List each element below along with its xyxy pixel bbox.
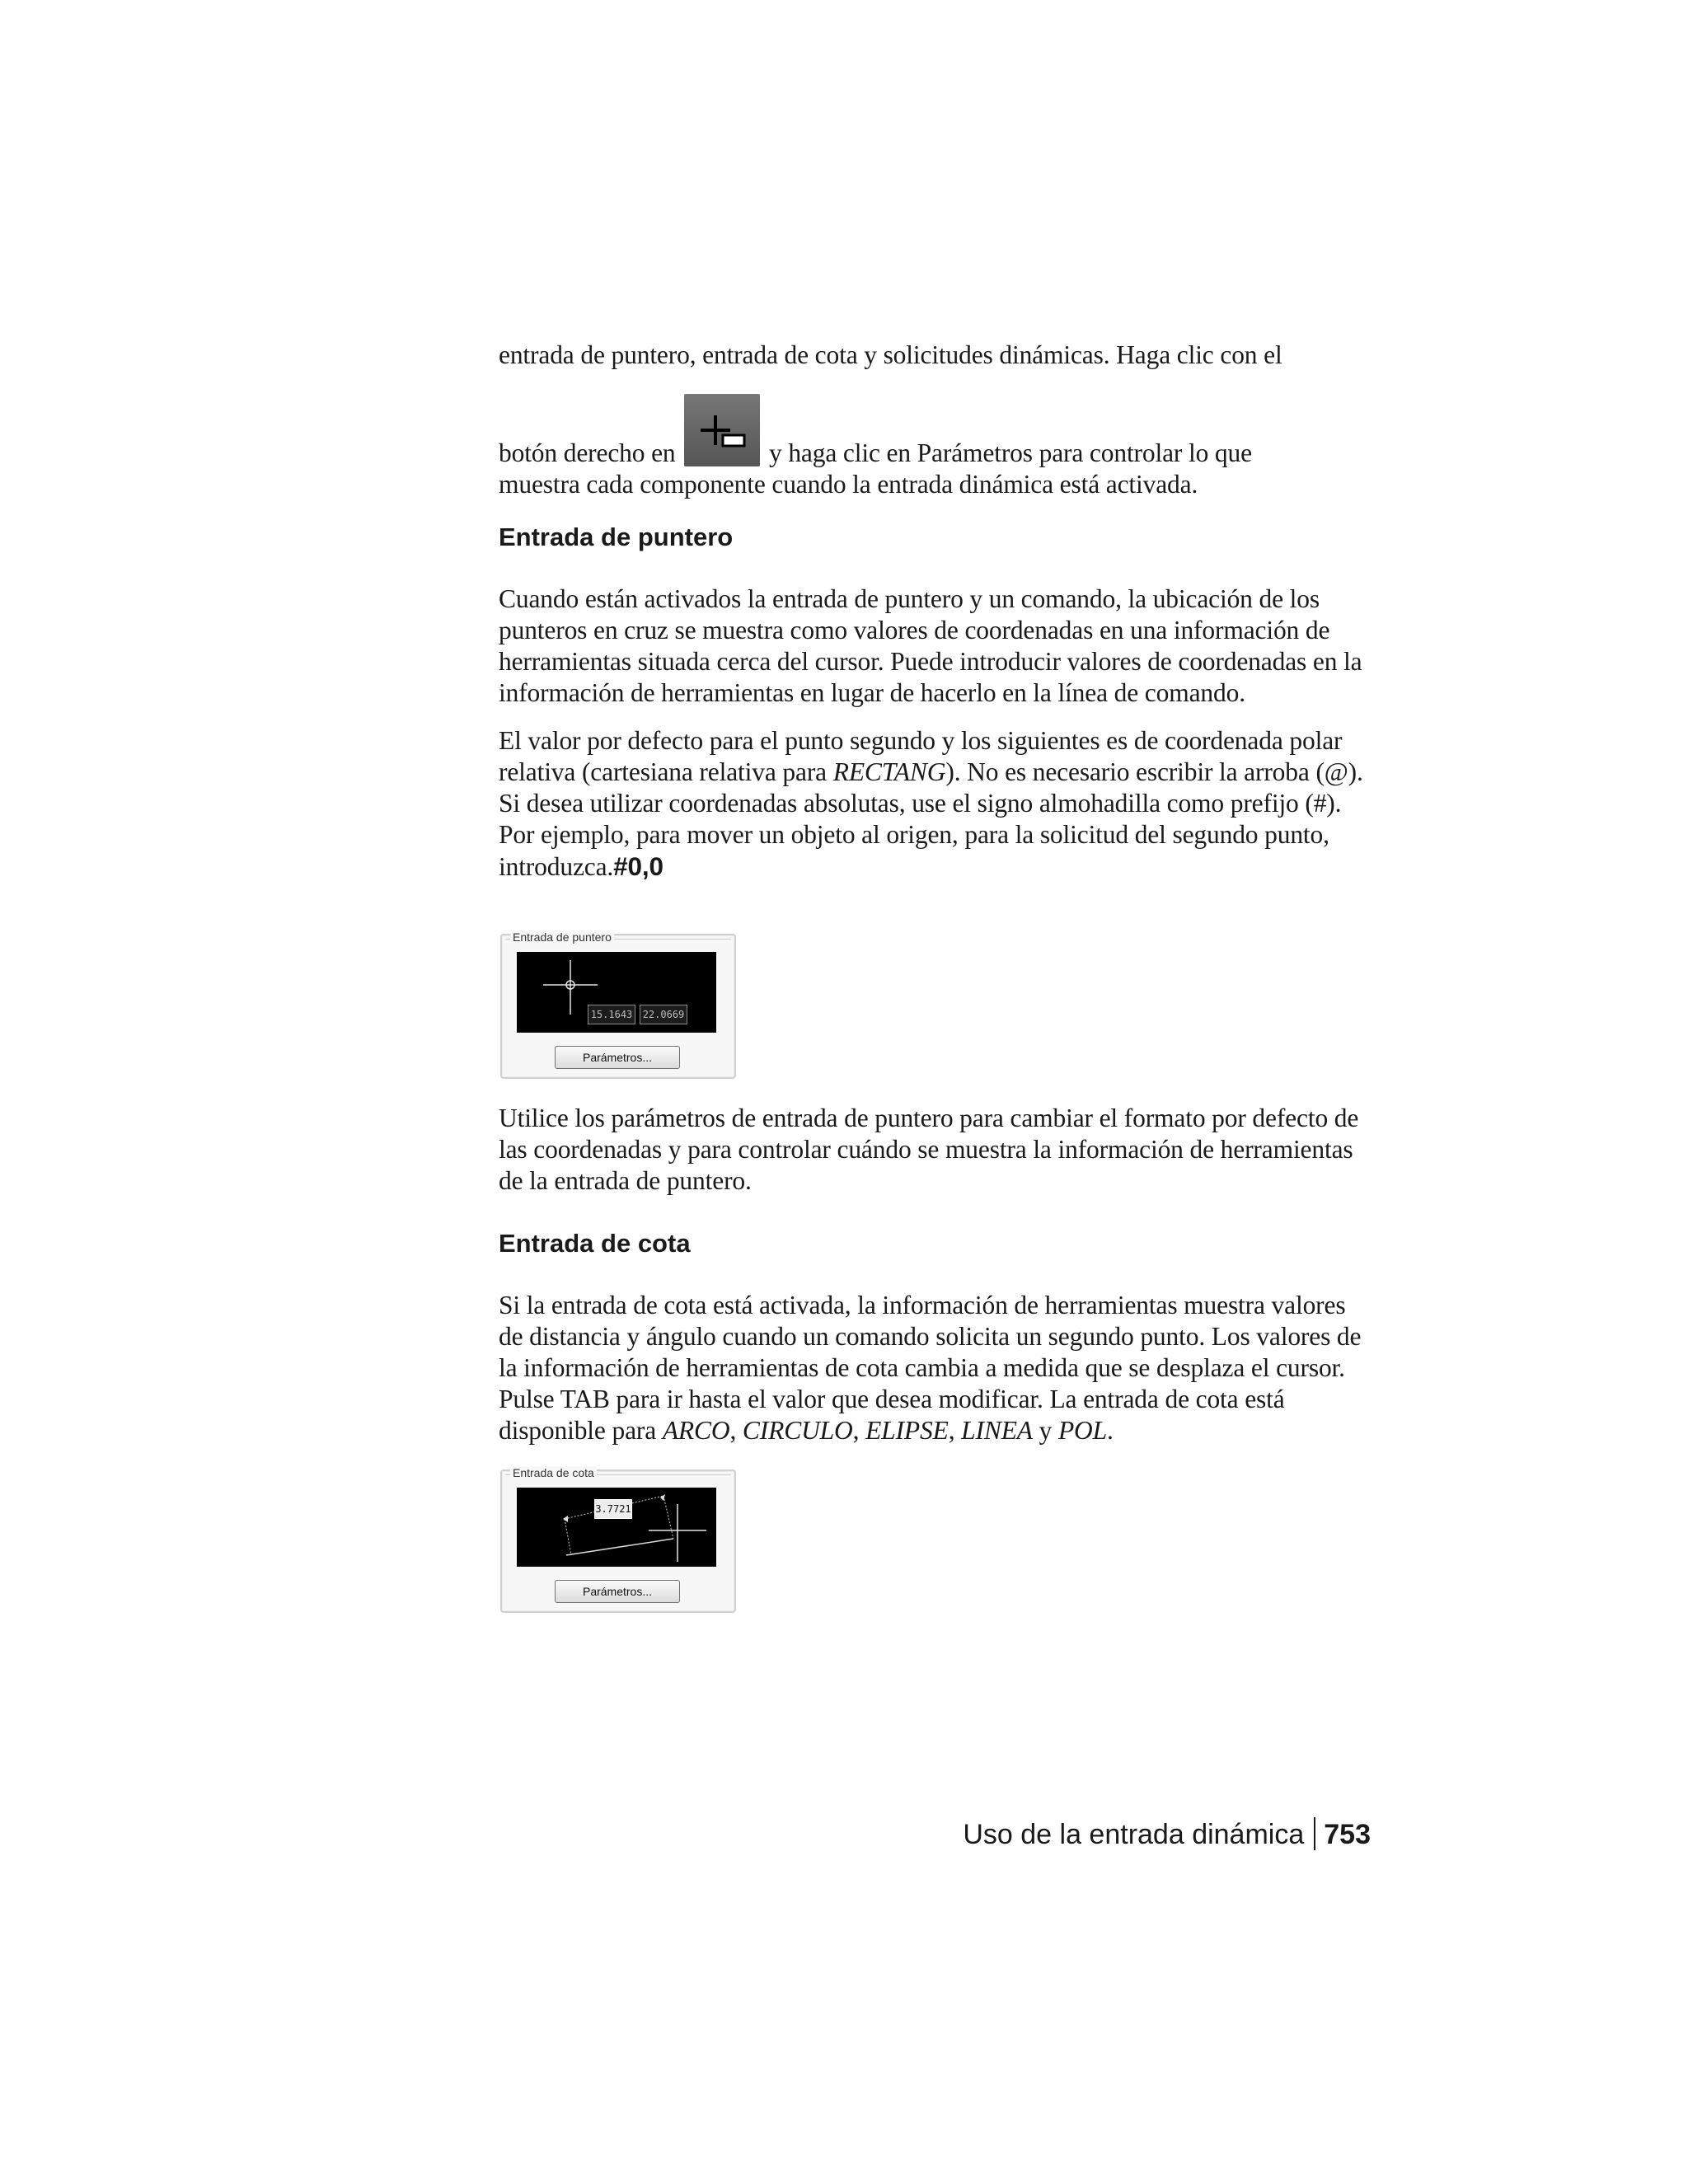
section-pointer-input bbox=[499, 522, 1372, 883]
page-number: 753 bbox=[1324, 1819, 1371, 1850]
heading-dimension-input: Entrada de cota bbox=[499, 1229, 691, 1258]
pointer-coord-x[interactable]: 15.1643 bbox=[588, 1005, 635, 1024]
command-circulo: CIRCULO bbox=[742, 1416, 853, 1445]
pointer-paragraph-2-text-a: El valor por defecto para el punto segundo y los siguientes es de coordenada polar relativa (cartesiana relativa para bbox=[499, 726, 1343, 786]
dimension-preview-screen bbox=[517, 1488, 716, 1567]
separator: , bbox=[948, 1416, 962, 1445]
command-elipse: ELIPSE bbox=[865, 1416, 949, 1445]
command-pol: POL bbox=[1057, 1416, 1108, 1445]
footer-divider bbox=[1314, 1817, 1315, 1850]
pointer-coord-y[interactable]: 22.0669 bbox=[640, 1005, 687, 1024]
intro-line-2-after: y haga clic en Parámetros para controlar lo que bbox=[769, 438, 1252, 467]
dynamic-input-icon bbox=[684, 394, 760, 466]
dimension-paragraph-1-text: Si la entrada de cota está activada, la información de herramientas muestra valores de distancia y ángulo cuando un comando solicita un segundo punto. Los valores de la información de herramientas de cota cambia a medida que se desplaza el cursor. Pulse TAB para ir hasta el valor que desea modificar. La entrada de cota está disponible para bbox=[499, 1291, 1362, 1445]
separator: , bbox=[729, 1416, 743, 1445]
intro-line-2 bbox=[499, 394, 1372, 469]
pointer-paragraph-2-text-b: ). No es necesario escribir la arroba (@). Si desea utilizar coordenadas absolutas, use el signo almohadilla como prefijo (#). Por ejemplo, para mover un objeto al origen, para la solicitud del segundo punto, introduzca. bbox=[499, 757, 1363, 881]
intro-line-2-before: botón derecho en bbox=[499, 438, 676, 467]
sentence-end: . bbox=[1107, 1416, 1114, 1445]
separator: , bbox=[852, 1416, 866, 1445]
dimension-paragraph-1 bbox=[499, 1290, 1372, 1446]
pointer-paragraph-2 bbox=[499, 725, 1372, 883]
dimension-panel-legend: Entrada de cota bbox=[510, 1466, 597, 1479]
page-footer bbox=[963, 1817, 1371, 1851]
heading-pointer-input: Entrada de puntero bbox=[499, 523, 734, 551]
dynamic-input-icon-glyph bbox=[684, 394, 760, 466]
dimension-parameters-button[interactable]: Parámetros... bbox=[555, 1580, 680, 1603]
intro-paragraph bbox=[499, 340, 1372, 500]
pointer-preview-screen bbox=[517, 952, 716, 1033]
intro-line-1: entrada de puntero, entrada de cota y solicitudes dinámicas. Haga clic con el bbox=[499, 340, 1282, 369]
section-dimension-input bbox=[499, 1103, 1372, 1446]
pointer-input-panel bbox=[500, 930, 736, 1079]
pointer-paragraph-3: Utilice los parámetros de entrada de puntero para cambiar el formato por defecto de las coordenadas y para controlar cuándo se muestra la información de herramientas de la entrada de puntero. bbox=[499, 1104, 1359, 1195]
intro-line-3: muestra cada componente cuando la entrada dinámica está activada. bbox=[499, 470, 1198, 499]
dimension-input-panel bbox=[500, 1466, 736, 1613]
pointer-panel-legend: Entrada de puntero bbox=[510, 930, 614, 944]
command-rectang: RECTANG bbox=[832, 757, 946, 786]
dimension-value-input[interactable]: 3.7721 bbox=[594, 1499, 632, 1519]
command-linea: LINEA bbox=[961, 1416, 1033, 1445]
command-arco: ARCO bbox=[662, 1416, 730, 1445]
code-origin-input: #0,0 bbox=[613, 851, 663, 881]
separator: y bbox=[1032, 1416, 1058, 1445]
pointer-paragraph-1: Cuando están activados la entrada de puntero y un comando, la ubicación de los punteros en cruz se muestra como valores de coordenadas en una información de herramientas situada cerca del cursor. Puede introducir valores de coordenadas en la información de herramientas en lugar de hacerlo en la línea de comando. bbox=[499, 584, 1362, 707]
pointer-parameters-button[interactable]: Parámetros... bbox=[555, 1046, 680, 1069]
footer-title: Uso de la entrada dinámica bbox=[963, 1819, 1305, 1850]
